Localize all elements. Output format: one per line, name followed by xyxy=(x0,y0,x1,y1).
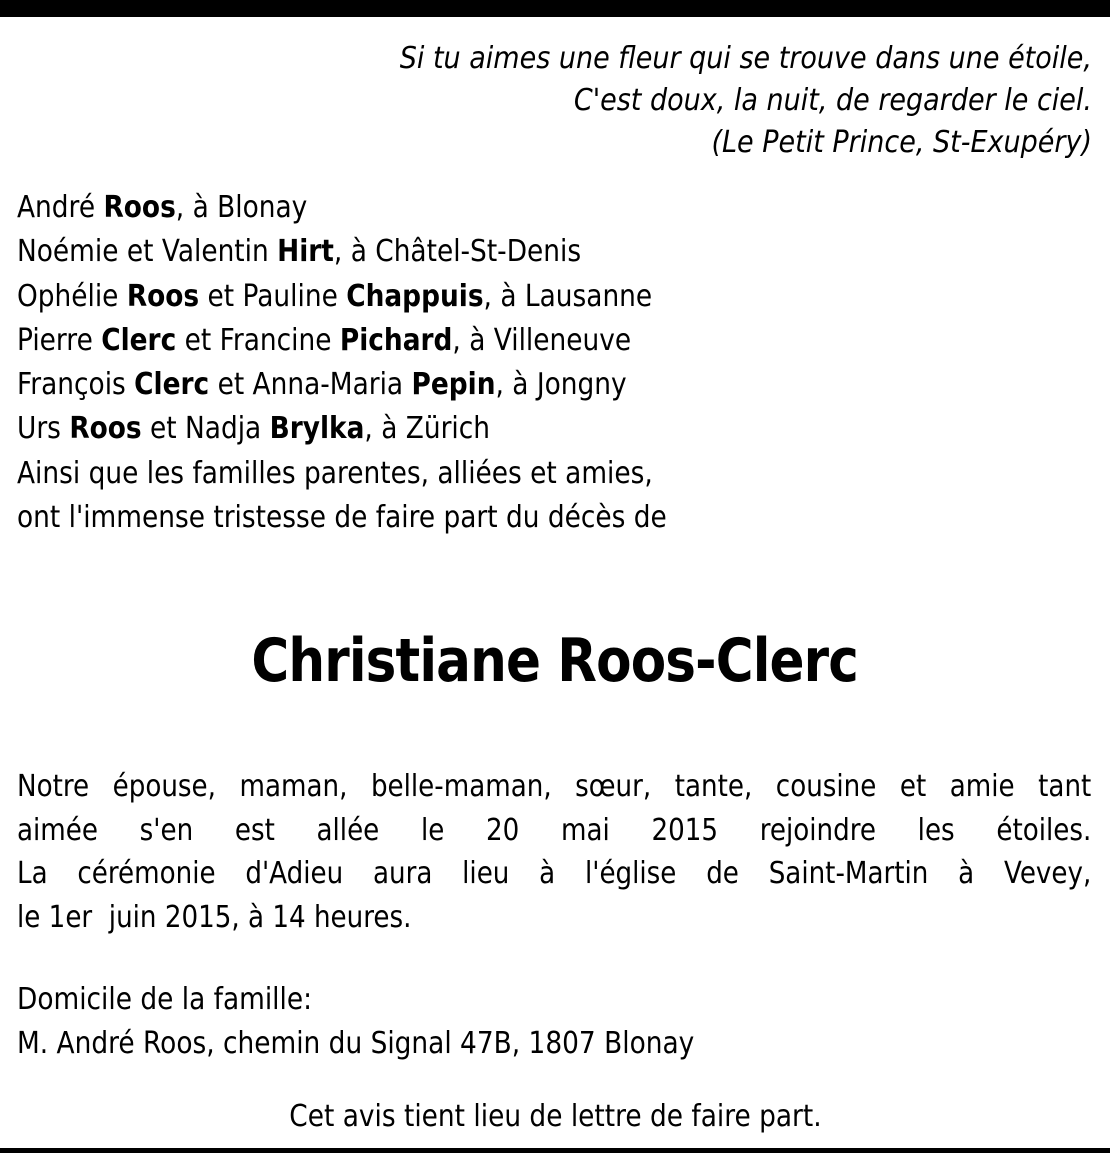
message-line: La cérémonie d'Adieu aura lieu à l'église de Saint-Martin à Vevey, xyxy=(17,856,1092,891)
deceased-name-text: Christiane Roos-Clerc xyxy=(251,626,859,696)
message-line: aimée s'en est allée le 20 mai 2015 rejoindre les étoiles. xyxy=(17,812,1092,848)
quote-line: C'est doux, la nuit, de regarder le ciel. xyxy=(573,83,1092,118)
family-text: et Francine xyxy=(176,322,340,358)
quote-line: (Le Petit Prince, St-Exupéry) xyxy=(711,125,1092,160)
family-line xyxy=(17,186,667,230)
family-surname: Pepin xyxy=(411,367,496,403)
family-line xyxy=(17,452,667,496)
family-text: , à Blonay xyxy=(175,190,308,225)
family-text: et Anna-Maria xyxy=(209,367,412,403)
family-surname: Roos xyxy=(69,411,142,447)
family-line xyxy=(17,319,667,363)
family-line xyxy=(17,407,667,451)
closing-note xyxy=(0,1095,1110,1139)
message-line: le 1er juin 2015, à 14 heures. xyxy=(17,899,412,935)
family-text: André xyxy=(17,190,104,225)
top-rule xyxy=(0,0,1110,17)
family-surname: Brylka xyxy=(269,411,365,447)
family-surname: Pichard xyxy=(339,322,453,358)
family-line xyxy=(17,363,667,407)
domicile-label: Domicile de la famille: xyxy=(17,982,312,1017)
family-text: et Nadja xyxy=(141,411,270,447)
family-text: Noémie et Valentin xyxy=(17,234,278,270)
closing-note-text: Cet avis tient lieu de lettre de faire part. xyxy=(288,1099,822,1134)
family-text: , à Villeneuve xyxy=(452,322,632,358)
message-line: Notre épouse, maman, belle-maman, sœur, tante, cousine et amie tant xyxy=(17,769,1092,804)
family-text: , à Jongny xyxy=(495,367,627,403)
family-text: ont l'immense tristesse de faire part du décès de xyxy=(17,500,667,536)
family-text: , à Châtel-St-Denis xyxy=(333,234,582,270)
family-domicile xyxy=(17,978,694,1065)
family-text: et Pauline xyxy=(199,278,347,314)
family-list xyxy=(17,186,667,540)
epigraph-quote xyxy=(199,38,1092,164)
family-text: , à Lausanne xyxy=(483,278,653,314)
family-text: Urs xyxy=(17,411,70,447)
announcement-message xyxy=(17,765,1091,939)
family-surname: Clerc xyxy=(101,322,177,358)
family-line xyxy=(17,496,667,540)
family-text: Ainsi que les familles parentes, alliées et amies, xyxy=(17,455,653,491)
family-text: Pierre xyxy=(17,322,102,358)
domicile-address: M. André Roos, chemin du Signal 47B, 1807 Blonay xyxy=(17,1025,695,1061)
family-surname: Roos xyxy=(103,190,176,225)
family-surname: Hirt xyxy=(277,234,334,270)
family-surname: Roos xyxy=(126,278,200,314)
family-text: Ophélie xyxy=(17,278,127,314)
quote-line: Si tu aimes une fleur qui se trouve dans une étoile, xyxy=(399,41,1092,76)
family-surname: Chappuis xyxy=(346,278,484,314)
deceased-name xyxy=(0,625,1110,697)
family-line xyxy=(17,230,667,274)
family-text: , à Zürich xyxy=(364,411,491,447)
family-text: François xyxy=(17,367,135,403)
bottom-rule xyxy=(0,1148,1110,1153)
family-surname: Clerc xyxy=(134,367,210,403)
family-line xyxy=(17,275,667,319)
